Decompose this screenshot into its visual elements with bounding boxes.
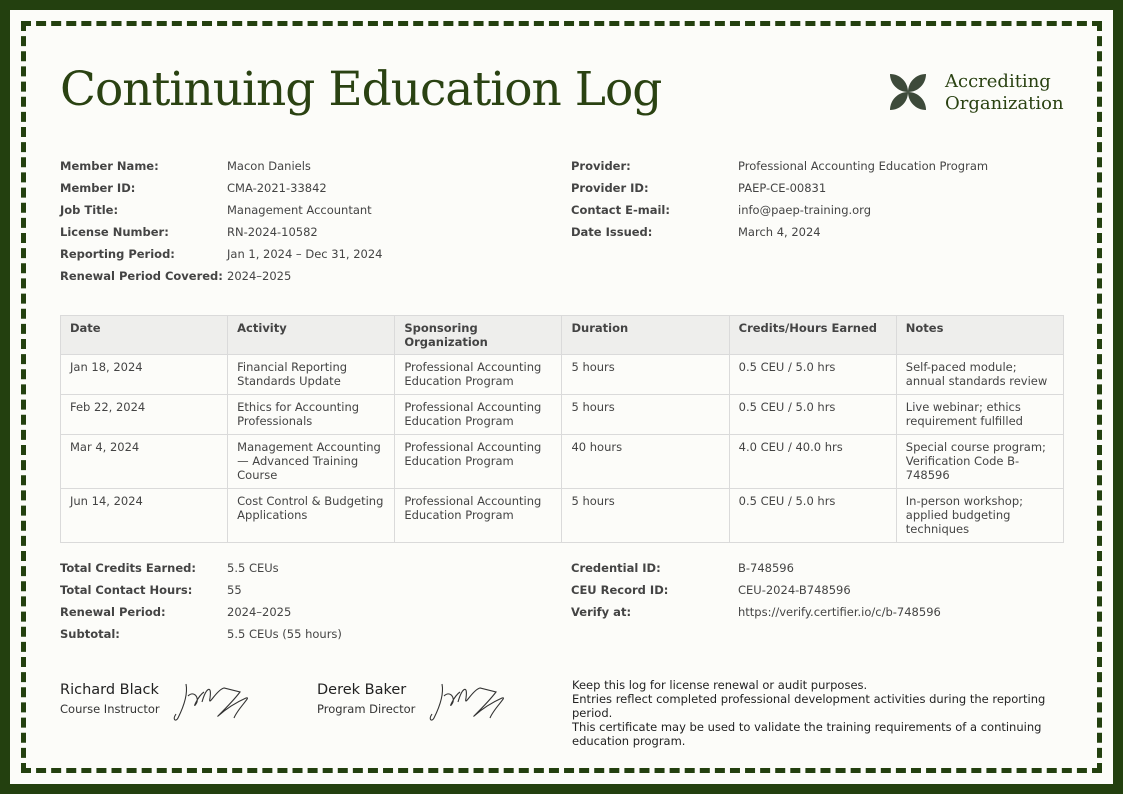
table-cell: Jun 14, 2024 bbox=[61, 489, 228, 543]
signer-role: Course Instructor bbox=[60, 702, 160, 716]
column-header: Activity bbox=[228, 316, 395, 355]
field-label: Job Title: bbox=[60, 203, 119, 217]
provider-row bbox=[571, 159, 988, 181]
verify-url-row bbox=[571, 605, 941, 627]
field-value: March 4, 2024 bbox=[738, 225, 821, 239]
table-cell: Jan 18, 2024 bbox=[61, 355, 228, 395]
column-header: Sponsoring Organization bbox=[395, 316, 562, 355]
table-cell: Professional Accounting Education Program bbox=[395, 435, 562, 489]
field-label: Provider ID: bbox=[571, 181, 649, 195]
table-cell: Self-paced module; annual standards review bbox=[896, 355, 1063, 395]
signer-name: Derek Baker bbox=[317, 682, 407, 698]
column-header: Duration bbox=[562, 316, 729, 355]
note-line: This certificate may be used to validate the training requirements of a continuing bbox=[572, 720, 1042, 734]
column-header: Notes bbox=[896, 316, 1063, 355]
table-cell: Feb 22, 2024 bbox=[61, 395, 228, 435]
page-title: Continuing Education Log bbox=[60, 62, 662, 117]
field-label: Contact E-mail: bbox=[571, 203, 670, 217]
table-cell: 5 hours bbox=[562, 395, 729, 435]
handwritten-signature bbox=[424, 674, 514, 726]
table-cell: 0.5 CEU / 5.0 hrs bbox=[729, 355, 896, 395]
field-label: Verify at: bbox=[571, 605, 632, 619]
field-value: PAEP-CE-00831 bbox=[738, 181, 827, 195]
verify-link[interactable]: https://verify.certifier.io/c/b-748596 bbox=[738, 605, 941, 619]
table-cell: Live webinar; ethics requirement fulfilled bbox=[896, 395, 1063, 435]
note-line: Entries reflect completed professional development activities during the reporting period. bbox=[572, 692, 1046, 720]
credential-id-row bbox=[571, 561, 941, 583]
table-cell: 5 hours bbox=[562, 355, 729, 395]
table-cell: Cost Control & Budgeting Applications bbox=[228, 489, 395, 543]
signature-instructor bbox=[60, 682, 160, 716]
column-header: Credits/Hours Earned bbox=[729, 316, 896, 355]
field-label: Total Contact Hours: bbox=[60, 583, 193, 597]
provider-id-row bbox=[571, 181, 988, 203]
field-value: Jan 1, 2024 – Dec 31, 2024 bbox=[227, 247, 383, 261]
field-value: B-748596 bbox=[738, 561, 794, 575]
field-label: Total Credits Earned: bbox=[60, 561, 196, 575]
provider-info bbox=[571, 159, 988, 247]
license-number-row bbox=[60, 225, 382, 247]
table-cell: Ethics for Accounting Professionals bbox=[228, 395, 395, 435]
date-issued-row bbox=[571, 225, 988, 247]
job-title-row bbox=[60, 203, 382, 225]
table-header-row bbox=[61, 316, 1064, 355]
renewal-period-covered-row bbox=[60, 269, 382, 291]
field-value: RN-2024-10582 bbox=[227, 225, 318, 239]
table-row bbox=[61, 489, 1064, 543]
renewal-period-row bbox=[60, 605, 342, 627]
four-petal-leaf-icon bbox=[888, 72, 928, 112]
field-value: 55 bbox=[227, 583, 242, 597]
field-value: CEU-2024-B748596 bbox=[738, 583, 851, 597]
note-line: Keep this log for license renewal or audit purposes. bbox=[572, 678, 868, 692]
org-line-2: Organization bbox=[945, 93, 1064, 114]
subtotal-row bbox=[60, 627, 342, 649]
field-label: CEU Record ID: bbox=[571, 583, 669, 597]
field-label: Date Issued: bbox=[571, 225, 653, 239]
table-row bbox=[61, 395, 1064, 435]
field-label: Member Name: bbox=[60, 159, 159, 173]
footer-note bbox=[572, 678, 1072, 748]
member-info bbox=[60, 159, 382, 291]
table-cell: Professional Accounting Education Program bbox=[395, 489, 562, 543]
table-cell: 0.5 CEU / 5.0 hrs bbox=[729, 489, 896, 543]
table-cell: 5 hours bbox=[562, 489, 729, 543]
signature-director bbox=[317, 682, 415, 716]
field-value: Professional Accounting Education Program bbox=[738, 159, 989, 173]
signer-name: Richard Black bbox=[60, 682, 159, 698]
column-header: Date bbox=[61, 316, 228, 355]
field-value: 5.5 CEUs bbox=[227, 561, 279, 575]
field-label: Subtotal: bbox=[60, 627, 120, 641]
table-cell: Professional Accounting Education Program bbox=[395, 395, 562, 435]
member-id-row bbox=[60, 181, 382, 203]
handwritten-signature bbox=[168, 674, 258, 726]
table-row bbox=[61, 355, 1064, 395]
member-name-row bbox=[60, 159, 382, 181]
field-value: 2024–2025 bbox=[227, 269, 292, 283]
field-label: Renewal Period: bbox=[60, 605, 166, 619]
table-cell: 40 hours bbox=[562, 435, 729, 489]
table-cell: Professional Accounting Education Program bbox=[395, 355, 562, 395]
contact-email-row bbox=[571, 203, 988, 225]
org-line-1: Accrediting bbox=[945, 71, 1051, 92]
ceu-record-id-row bbox=[571, 583, 941, 605]
field-label: Renewal Period Covered: bbox=[60, 269, 223, 283]
note-line: education program. bbox=[572, 734, 686, 748]
credential-info bbox=[571, 561, 941, 627]
table-cell: Management Accounting — Advanced Training Course bbox=[228, 435, 395, 489]
table-cell: Special course program; Verification Code B-748596 bbox=[896, 435, 1063, 489]
field-value: info@paep-training.org bbox=[738, 203, 872, 217]
table-row bbox=[61, 435, 1064, 489]
field-value: 5.5 CEUs (55 hours) bbox=[227, 627, 342, 641]
totals-summary bbox=[60, 561, 342, 649]
field-label: License Number: bbox=[60, 225, 169, 239]
field-label: Member ID: bbox=[60, 181, 136, 195]
field-value: CMA-2021-33842 bbox=[227, 181, 327, 195]
field-value: Macon Daniels bbox=[227, 159, 311, 173]
reporting-period-row bbox=[60, 247, 382, 269]
table-cell: In-person workshop; applied budgeting techniques bbox=[896, 489, 1063, 543]
certificate-page bbox=[10, 10, 1113, 784]
accrediting-organization-logo-text bbox=[945, 71, 1064, 115]
field-label: Credential ID: bbox=[571, 561, 661, 575]
table-cell: 4.0 CEU / 40.0 hrs bbox=[729, 435, 896, 489]
total-hours-row bbox=[60, 583, 342, 605]
field-value: 2024–2025 bbox=[227, 605, 292, 619]
table-cell: Mar 4, 2024 bbox=[61, 435, 228, 489]
field-label: Reporting Period: bbox=[60, 247, 175, 261]
field-value: Management Accountant bbox=[227, 203, 372, 217]
table-cell: Financial Reporting Standards Update bbox=[228, 355, 395, 395]
total-credits-row bbox=[60, 561, 342, 583]
activity-table bbox=[60, 315, 1064, 543]
signer-role: Program Director bbox=[317, 702, 416, 716]
table-cell: 0.5 CEU / 5.0 hrs bbox=[729, 395, 896, 435]
field-label: Provider: bbox=[571, 159, 631, 173]
